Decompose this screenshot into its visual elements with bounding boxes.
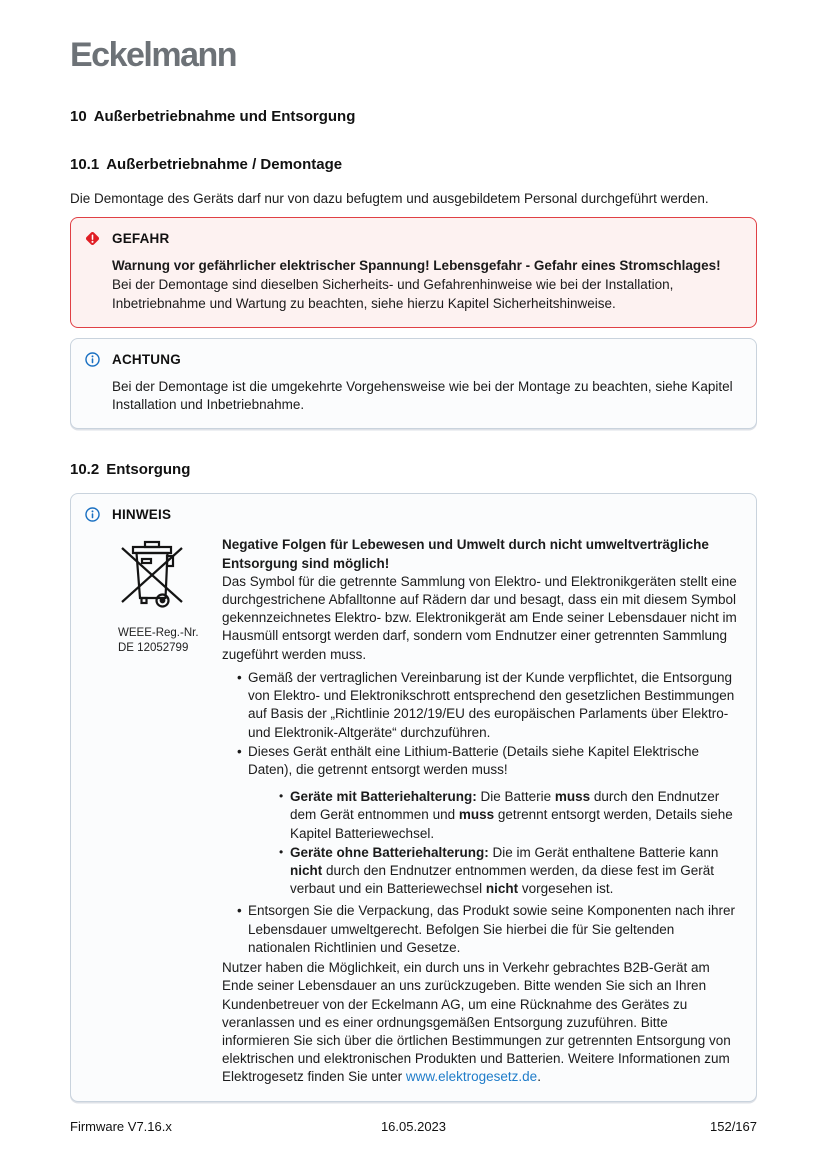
elektrogesetz-link[interactable]: www.elektrogesetz.de xyxy=(405,1069,538,1085)
danger-box xyxy=(70,217,757,328)
section-label: Außerbetriebnahme und Entsorgung xyxy=(93,108,356,125)
intro-paragraph: Die Demontage des Geräts darf nur von dazu befugtem und ausgebildetem Personal durchgeführt werden. xyxy=(70,191,709,206)
subsection-heading-demontage xyxy=(70,156,757,173)
notice-box xyxy=(70,493,757,1101)
weee-registration-caption: WEEE-Reg.-Nr. DE 12052799 xyxy=(118,627,199,655)
notice-text-column xyxy=(222,536,740,1086)
info-icon xyxy=(84,351,101,368)
weee-crossed-bin-icon xyxy=(118,598,186,615)
weee-symbol-block xyxy=(112,536,222,1086)
footer-date: 16.05.2023 xyxy=(380,1119,447,1134)
notice-box-content xyxy=(112,536,740,1086)
attention-box-header xyxy=(84,351,740,368)
bullet-item: • Dieses Gerät enthält eine Lithium-Batterie (Details siehe Kapitel Elektrische Daten), die getrennt entsorgt werden muss! • Geräte mit Batteriehalterung: Die Batterie muss durch den Endnutzer dem Gerät entnommen und muss getrennt entsorgt werden, Details siehe Kapitel Batteriewechsel. • Geräte ohne Batteriehalterung: Die im Gerät enthaltene Batterie kann nicht durch den Endnutzer entnommen werden, da diese fest im Gerät verbaut und ein Batteriewechsel nicht vorgesehen ist. xyxy=(248,743,738,899)
notice-paragraph: Das Symbol für die getrennte Sammlung von Elektro- und Elektronikgeräten stellt eine durchgestrichene Abfalltonne auf Rädern dar und besagt, dass ein mit diesem Symbol gekennzeichnetes Elektro- bzw. Elektronikgerät am Ende seiner Lebensdauer nicht im Hausmüll entsorgt werden darf, sondern vom Endnutzer einer getrennten Sammlung zugeführt werden muss. xyxy=(222,573,737,662)
page-footer xyxy=(70,1119,757,1134)
subsection-number: 10.1 xyxy=(70,156,100,173)
notice-bullet-list xyxy=(222,669,738,957)
danger-box-title: GEFAHR xyxy=(112,231,170,247)
attention-box xyxy=(70,338,757,429)
sub-bullet-item: • Geräte mit Batteriehalterung: Die Batterie muss durch den Endnutzer dem Gerät entnommen und muss getrennt entsorgt werden, Details siehe Kapitel Batteriewechsel. xyxy=(290,788,738,843)
subsection-label: Außerbetriebnahme / Demontage xyxy=(106,156,343,173)
danger-icon xyxy=(84,230,101,247)
section-heading xyxy=(70,108,757,125)
attention-box-body: Bei der Demontage ist die umgekehrte Vorgehensweise wie bei der Montage zu beachten, siehe Kapitel Installation und Inbetriebnahme. xyxy=(112,378,733,413)
closing-paragraph: Nutzer haben die Möglichkeit, ein durch uns in Verkehr gebrachtes B2B-Gerät am Ende seiner Lebensdauer an uns zurückzugeben. Bitte wenden Sie sich an Ihren Kundenbetreuer von der Eckelmann AG, um eine Rücknahme des Gerätes zu veranlassen und es einer ordnungsgemäßen Entsorgung zuzuführen. Bitte informieren Sie sich über die örtlichen Bestimmungen zur getrennten Entsorgung von elektrischen und elektronischen Produkten und Batterien. Weitere Informationen zum Elektrogesetz finden Sie unter www.elektrogesetz.de. xyxy=(222,960,731,1085)
info-icon xyxy=(84,506,101,523)
eckelmann-logo: Eckelmann xyxy=(70,36,237,74)
bullet-item: • Entsorgen Sie die Verpackung, das Produkt sowie seine Komponenten nach ihrer Lebensdauer umweltgerecht. Befolgen Sie hierbei die für Sie geltenden nationalen Richtlinien und Gesetze. xyxy=(248,902,738,957)
notice-title-line: Negative Folgen für Lebewesen und Umwelt durch nicht umweltverträgliche Entsorgung sind möglich! xyxy=(222,537,709,571)
danger-box-body xyxy=(112,257,740,313)
attention-box-title: ACHTUNG xyxy=(112,351,181,367)
danger-box-header xyxy=(84,230,740,247)
notice-box-header xyxy=(84,506,740,523)
danger-warning-line: Warnung vor gefährlicher elektrischer Spannung! Lebensgefahr - Gefahr eines Stromschlages! xyxy=(112,258,721,274)
bullet-item: • Gemäß der vertraglichen Vereinbarung ist der Kunde verpflichtet, die Entsorgung von Elektro- und Elektronikschrott entsprechend den gesetzlichen Bestimmungen auf Basis der „Richtlinie 2012/19/EU des europäischen Parlaments über Elektro- und Elektronik-Altgeräte“ durchzuführen. xyxy=(248,669,738,742)
sub-bullet-item: • Geräte ohne Batteriehalterung: Die im Gerät enthaltene Batterie kann nicht durch den Endnutzer entnommen werden, da diese fest im Gerät verbaut und ein Batteriewechsel nicht vorgesehen ist. xyxy=(290,844,738,899)
footer-firmware-version: Firmware V7.16.x xyxy=(70,1119,172,1134)
section-number: 10 xyxy=(70,108,87,125)
subsection-heading-entsorgung xyxy=(70,461,757,478)
notice-sub-bullet-list xyxy=(248,788,738,898)
subsection-number: 10.2 xyxy=(70,461,100,479)
subsection-label: Entsorgung xyxy=(106,461,191,479)
footer-page-number: 152/167 xyxy=(710,1119,757,1134)
notice-box-title: HINWEIS xyxy=(112,507,172,523)
danger-body-text: Bei der Demontage sind dieselben Sicherheits- und Gefahrenhinweise wie bei der Installation, Inbetriebnahme und Wartung zu beachten, siehe hierzu Kapitel Sicherheitshinweise. xyxy=(112,277,674,311)
